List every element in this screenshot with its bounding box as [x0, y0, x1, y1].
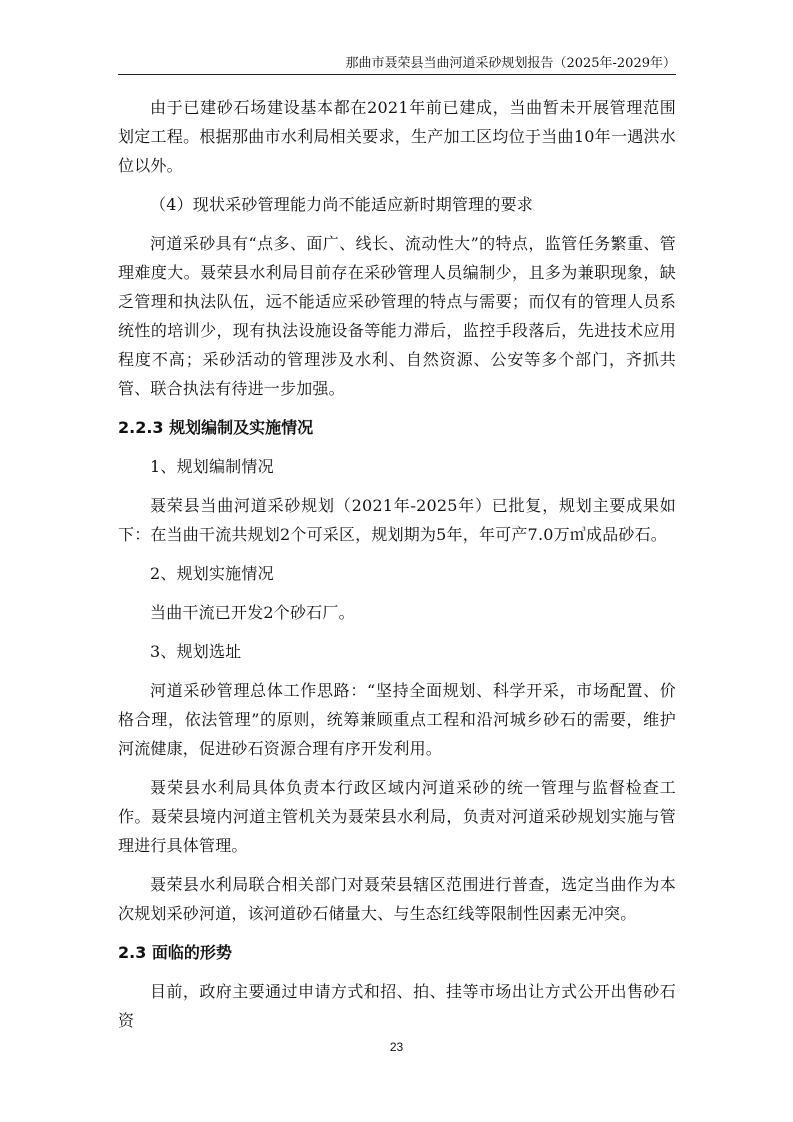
header-title: 那曲市聂荣县当曲河道采砂规划报告（2025年-2029年）	[345, 56, 676, 71]
sub-heading-plan-implementation: 2、规划实施情况	[150, 564, 274, 583]
page-header	[118, 48, 676, 75]
paragraph: 河道采砂管理总体工作思路：“坚持全面规划、科学开采，市场配置、价格合理，依法管理”的原则，统筹兼顾重点工程和沿河城乡砂石的需要，维护河流健康，促进砂石资源合理有序开发利用。	[118, 681, 676, 758]
paragraph: 目前，政府主要通过申请方式和招、拍、挂等市场出让方式公开出售砂石资	[118, 982, 676, 1030]
paragraph: 聂荣县水利局联合相关部门对聂荣县辖区范围进行普查，选定当曲作为本次规划采砂河道，该河道砂石储量大、与生态红线等限制性因素无冲突。	[118, 875, 676, 923]
paragraph: 由于已建砂石场建设基本都在2021年前已建成，当曲暂未开展管理范围划定工程。根据那曲市水利局相关要求，生产加工区均位于当曲10年一遇洪水位以外。	[118, 98, 676, 175]
paragraph: 当曲干流已开发2个砂石厂。	[150, 603, 355, 622]
sub-heading-plan-compilation: 1、规划编制情况	[150, 457, 274, 476]
section-heading-2-3: 2.3 面临的形势	[118, 943, 232, 962]
list-heading-4: （4）现状采砂管理能力尚不能适应新时期管理的要求	[150, 195, 533, 214]
section-heading-2-2-3: 2.2.3 规划编制及实施情况	[118, 418, 314, 437]
paragraph: 聂荣县水利局具体负责本行政区域内河道采砂的统一管理与监督检查工作。聂荣县境内河道主管机关为聂荣县水利局，负责对河道采砂规划实施与管理进行具体管理。	[118, 778, 676, 855]
document-body	[118, 93, 676, 1045]
paragraph: 河道采砂具有“点多、面广、线长、流动性大”的特点，监管任务繁重、管理难度大。聂荣县水利局目前存在采砂管理人员编制少，且多为兼职现象，缺乏管理和执法队伍，远不能适应采砂管理的特点与需要；而仅有的管理人员系统性的培训少，现有执法设施设备等能力滞后，监控手段落后，先进技术应用程度不高；采砂活动的管理涉及水利、自然资源、公安等多个部门，齐抓共管、联合执法有待进一步加强。	[118, 234, 676, 398]
paragraph: 聂荣县当曲河道采砂规划（2021年-2025年）已批复，规划主要成果如下：在当曲干流共规划2个可采区，规划期为5年，年可产7.0万㎥成品砂石。	[118, 496, 676, 544]
page-number: 23	[389, 1040, 404, 1054]
sub-heading-plan-site: 3、规划选址	[150, 642, 242, 661]
